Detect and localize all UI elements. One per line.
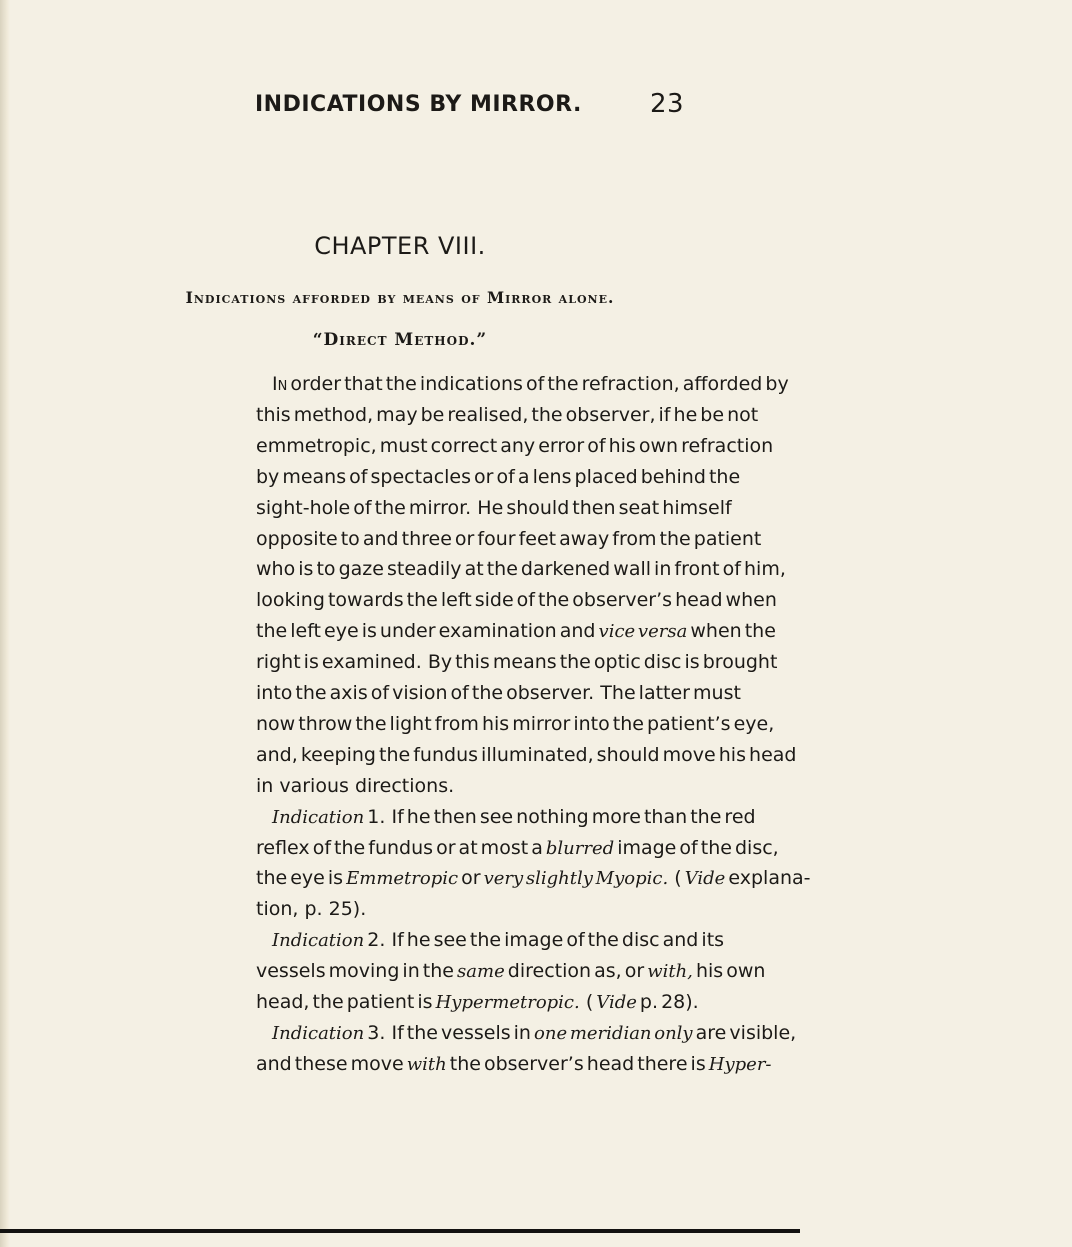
body-line <box>256 956 1056 986</box>
italic-text: very slightly Myopic. <box>483 868 669 890</box>
body-line <box>256 863 1056 893</box>
body-line <box>256 400 1056 430</box>
text-run: 2. If he see the image of the disc and its <box>364 929 725 952</box>
text-run: 3. If the vessels in <box>364 1021 535 1044</box>
text-run: the observer’s head there is <box>446 1052 709 1075</box>
text-run: and these move <box>256 1052 407 1075</box>
body-line <box>256 493 1056 523</box>
body-line <box>256 554 1056 584</box>
text-run: in various directions. <box>256 774 455 797</box>
body-line <box>272 802 1072 832</box>
text-run: the left eye is under examination and <box>256 620 599 643</box>
body-line <box>256 709 1056 739</box>
body-line <box>256 987 1056 1017</box>
text-run: who is to gaze steadily at the darkened wall in front of him, <box>256 558 786 581</box>
body-line <box>256 740 1056 770</box>
italic-text: Indication <box>272 930 365 952</box>
italic-text: vice versa <box>598 621 688 643</box>
italic-text: Indication <box>272 806 365 828</box>
body-line <box>256 462 1056 492</box>
text-run: tion, p. 25). <box>256 898 367 921</box>
page-number: 23 <box>650 89 685 119</box>
text-run: image of the disc, <box>614 836 779 859</box>
body-line <box>272 1018 1072 1048</box>
body-line <box>272 369 1072 399</box>
text-run: when the <box>687 620 776 643</box>
text-run: emmetropic, must correct any error of his own refraction <box>256 434 774 457</box>
text-run: explana- <box>725 867 811 890</box>
body-line <box>256 678 1056 708</box>
text-run: the eye is <box>256 867 347 890</box>
text-run: right is examined. By this means the optic disc is brought <box>256 651 778 674</box>
body-line <box>272 925 1072 955</box>
italic-text: Vide <box>596 992 637 1013</box>
text-run: opposite to and three or four feet away from the patient <box>256 527 762 550</box>
body-line <box>256 647 1056 677</box>
italic-text: Hypermetropic. <box>435 992 580 1013</box>
body-line <box>256 833 1056 863</box>
page-edge <box>0 0 10 1247</box>
text-run: reflex of the fundus or at most a <box>256 836 546 859</box>
text-run: ( <box>668 867 685 890</box>
text-run: now throw the light from his mirror into the patient’s eye, <box>256 712 775 735</box>
italic-text: Vide <box>684 868 726 890</box>
chapter-title: CHAPTER VIII. <box>314 232 486 260</box>
body-line <box>256 894 1056 924</box>
text-run: vessels moving in the <box>256 960 458 983</box>
italic-text: with <box>406 1053 447 1075</box>
body-line <box>256 431 1056 461</box>
text-run: this method, may be realised, the observer, if he be not <box>256 403 759 426</box>
bottom-rule <box>0 1229 800 1233</box>
text-run: his own <box>692 960 766 983</box>
text-run: or <box>458 867 484 890</box>
body-line <box>256 524 1056 554</box>
small-caps-text: In <box>272 373 288 395</box>
italic-text: Hyper- <box>708 1053 772 1075</box>
body-line <box>256 1049 1056 1079</box>
body-line <box>256 585 1056 615</box>
text-run: are visible, <box>692 1021 797 1044</box>
text-run: 1. If he then see nothing more than the red <box>364 805 756 828</box>
text-run: order that the indications of the refraction, afforded by <box>287 373 789 395</box>
italic-text: same <box>457 961 505 983</box>
italic-text: Emmetropic <box>346 868 459 890</box>
text-run: sight-hole of the mirror. He should then seat himself <box>256 496 732 519</box>
italic-text: Indication <box>272 1022 365 1044</box>
text-run: looking towards the left side of the observer’s head when <box>256 589 777 612</box>
text-run: p. 28). <box>636 991 699 1013</box>
chapter-subtitle: Indications afforded by means of Mirror alone. <box>185 288 615 307</box>
text-run: direction as, or <box>504 960 648 983</box>
italic-text: with, <box>647 961 693 983</box>
text-run: into the axis of vision of the observer. The latter must <box>256 682 741 704</box>
italic-text: blurred <box>545 837 615 859</box>
text-run: by means of spectacles or of a lens placed behind the <box>256 465 741 488</box>
text-run: and, keeping the fundus illuminated, should move his head <box>256 743 797 766</box>
italic-text: one meridian only <box>534 1022 693 1044</box>
body-line <box>256 771 1056 801</box>
text-run: head, the patient is <box>256 991 436 1013</box>
chapter-method: “Direct Method.” <box>312 330 488 350</box>
text-run: ( <box>579 991 597 1013</box>
running-title: INDICATIONS BY MIRROR. <box>255 92 582 117</box>
body-line <box>256 616 1056 646</box>
